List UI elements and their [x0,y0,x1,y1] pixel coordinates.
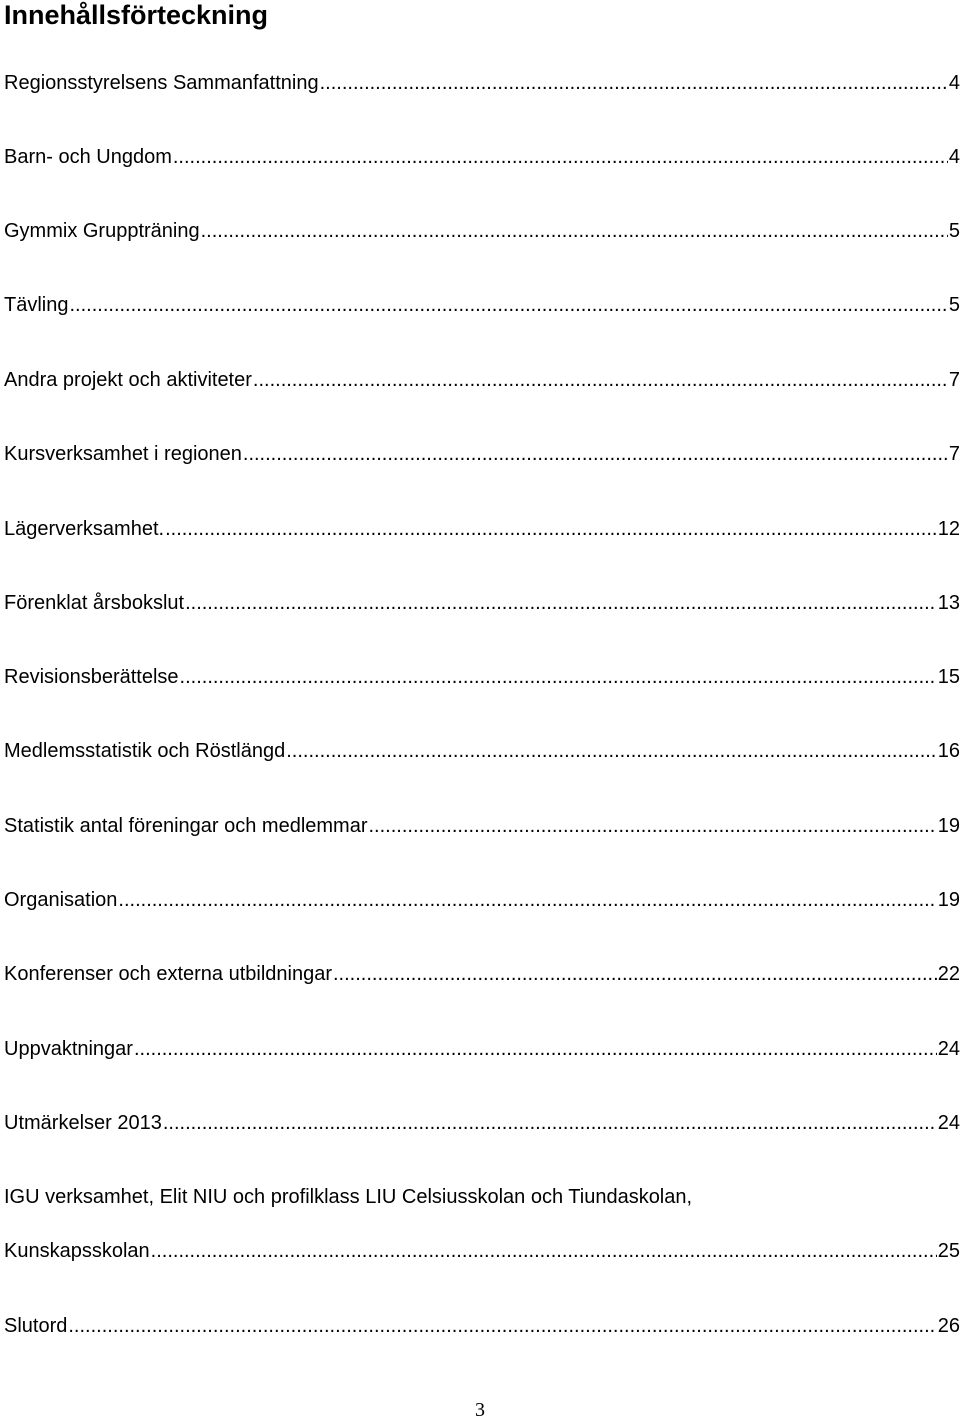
toc-entry-page: 7 [948,369,960,391]
toc-entry-label: Tävling [4,294,69,316]
toc-entry-utmarkelser[interactable] [4,1110,960,1136]
toc-entry-page: 4 [948,72,960,94]
dot-leader [253,367,948,393]
toc-entry-label: Revisionsberättelse [4,666,179,688]
dot-leader [185,590,937,616]
toc-entry-kursverksamhet[interactable] [4,441,960,467]
toc-entry-label: Gymmix Gruppträning [4,220,200,242]
dot-leader [151,1238,937,1264]
toc-entry-kunskapsskolan[interactable] [4,1238,960,1264]
toc-entry-label: Regionsstyrelsens Sammanfattning [4,72,319,94]
toc-entry-page: 24 [937,1038,960,1060]
toc-entry-statistik-foreningar[interactable] [4,813,960,839]
toc-entry-gymmix-grupptraning[interactable] [4,218,960,244]
toc-entry-page: 24 [937,1112,960,1134]
toc-heading: Innehållsförteckning [4,0,269,30]
toc-entry-page: 15 [937,666,960,688]
toc-entry-konferenser[interactable] [4,961,960,987]
toc-entry-page: 7 [948,443,960,465]
toc-entry-organisation[interactable] [4,887,960,913]
dot-leader [134,1036,937,1062]
toc-entry-lagerverksamhet[interactable] [4,516,960,542]
toc-entry-page: 13 [937,592,960,614]
dot-leader [369,813,937,839]
dot-leader [118,887,936,913]
toc-entry-page: 12 [937,518,960,540]
toc-entry-medlemsstatistik[interactable] [4,738,960,764]
toc-entry-page: 22 [937,963,960,985]
toc-entry-tavling[interactable] [4,292,960,318]
dot-leader [165,516,937,542]
toc-entry-label: Organisation [4,889,118,911]
toc-entry-label: Kunskapsskolan [4,1240,150,1262]
toc-entry-page: 19 [937,815,960,837]
page-number: 3 [475,1399,485,1421]
dot-leader [180,664,937,690]
toc-entry-label: Förenklat årsbokslut [4,592,185,614]
toc-entry-page: 4 [948,146,960,168]
toc-entry-revisionsberattelse[interactable] [4,664,960,690]
dot-leader [243,441,948,467]
toc-entry-label: Medlemsstatistik och Röstlängd [4,740,286,762]
toc-entry-label: Uppvaktningar [4,1038,133,1060]
toc-entry-page: 26 [937,1315,960,1337]
toc-entry-regionsstyrelsens-sammanfattning[interactable] [4,70,960,96]
toc-entry-label: Lägerverksamhet. [4,518,165,540]
toc-entry-page: 5 [948,294,960,316]
toc-entry-andra-projekt[interactable] [4,367,960,393]
toc-entry-page: 19 [937,889,960,911]
toc-entry-uppvaktningar[interactable] [4,1036,960,1062]
toc-entry-page: 5 [948,220,960,242]
dot-leader [286,738,937,764]
toc-entry-label: Slutord [4,1315,68,1337]
toc-entry-label: Kursverksamhet i regionen [4,443,242,465]
toc-entry-barn-och-ungdom[interactable] [4,144,960,170]
toc-entry-page: 25 [937,1240,960,1262]
dot-leader [333,961,937,987]
toc-entry-igu-first-line[interactable]: IGU verksamhet, Elit NIU och profilklass LIU Celsiusskolan och Tiundaskolan, [4,1186,693,1208]
dot-leader [201,218,948,244]
toc-entry-forenklat-arsbokslut[interactable] [4,590,960,616]
toc-entry-slutord[interactable] [4,1313,960,1339]
dot-leader [320,70,948,96]
toc-entry-label: Statistik antal föreningar och medlemmar [4,815,368,837]
toc-entry-label: Utmärkelser 2013 [4,1112,162,1134]
toc-entry-page: 16 [937,740,960,762]
toc-entry-label: Andra projekt och aktiviteter [4,369,252,391]
toc-entry-label: Konferenser och externa utbildningar [4,963,332,985]
dot-leader [68,1313,936,1339]
dot-leader [163,1110,937,1136]
toc-entry-label: Barn- och Ungdom [4,146,172,168]
dot-leader [69,292,947,318]
dot-leader [173,144,948,170]
